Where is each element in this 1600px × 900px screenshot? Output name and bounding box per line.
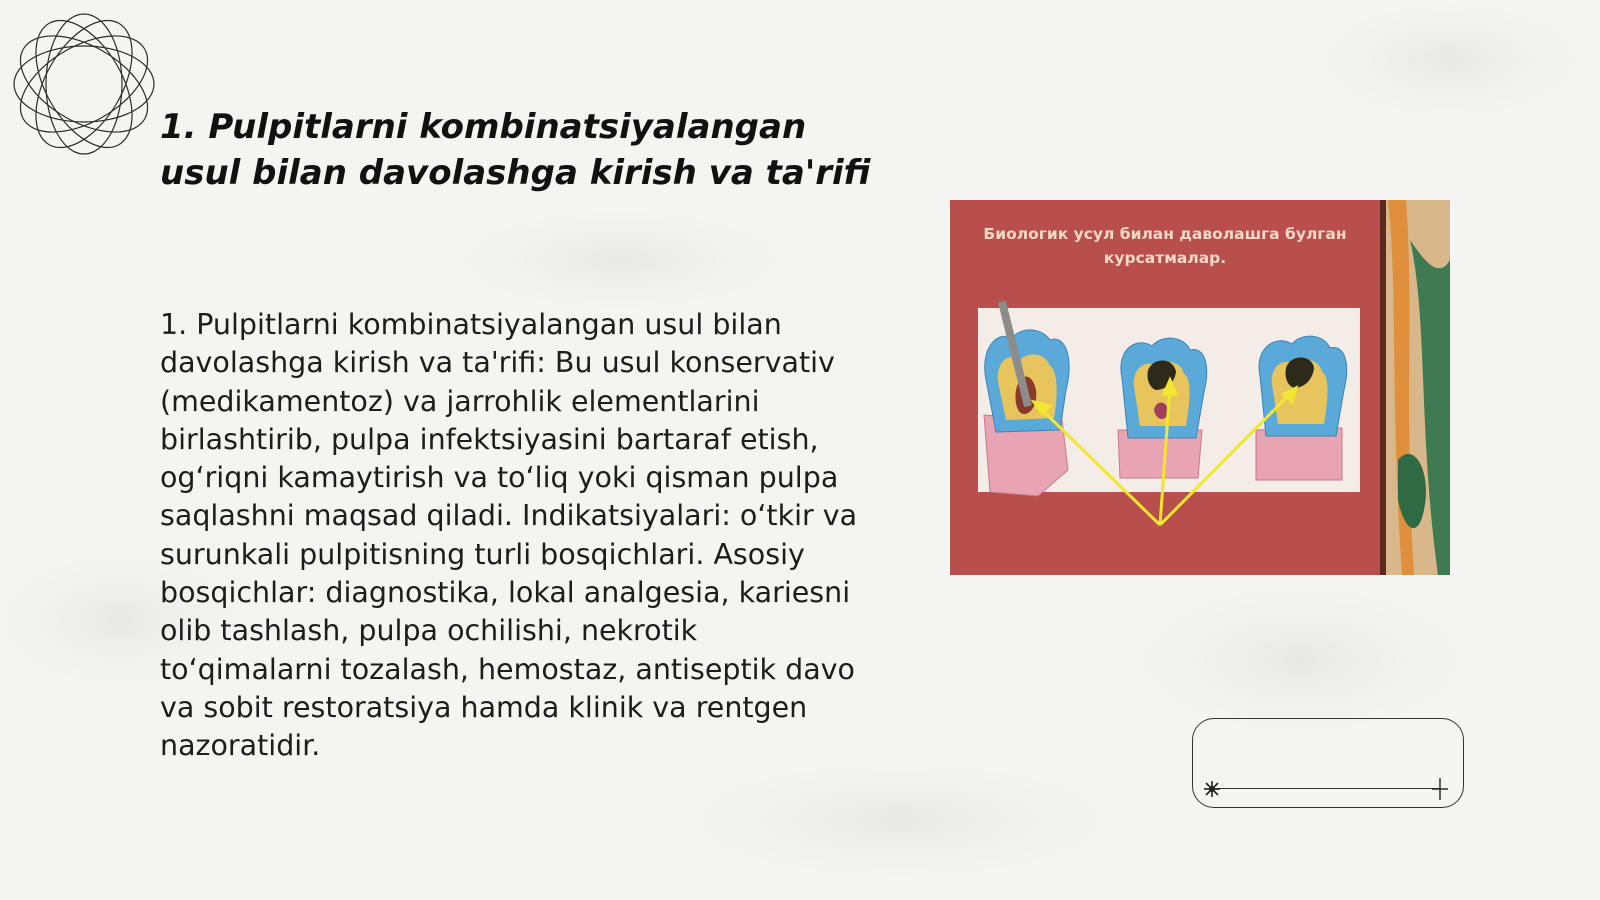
cross-marker-icon	[1430, 778, 1450, 800]
figure-side-strip	[1380, 200, 1450, 575]
figure-caption-line-1: Биологик усул билан даволашга булган	[983, 225, 1347, 243]
slide-title	[160, 104, 880, 196]
tooth-treatment-figure	[950, 200, 1450, 575]
figure-frame	[950, 200, 1380, 575]
slider-track	[1210, 788, 1440, 789]
slide-title-line-1: 1. Pulpitlarni kombinatsiyalangan	[160, 107, 807, 147]
sparkle-icon	[1203, 780, 1221, 798]
tooth-1-icon	[984, 301, 1069, 496]
slider-frame	[1192, 718, 1464, 808]
decorative-rings-icon	[10, 10, 158, 158]
tooth-2-icon	[1118, 338, 1207, 478]
figure-caption-line-2: курсатмалар.	[1103, 249, 1227, 267]
slide-body-text: 1. Pulpitlarni kombinatsiyalangan usul bilan davolashga kirish va ta'rifi: Bu usul konservativ (medikamentoz) va jarrohlik elementlarini birlashtirib, pulpa infektsiyasini bartaraf etish, og‘riqni kamaytirish va to‘liq yoki qisman pulpa saqlashni maqsad qiladi. Indikatsiyalari: o‘tkir va surunkali pulpitisning turli bosqichlari. Asosiy bosqichlar: diagnostika, lokal analgesia, kariesni olib tashlash, pulpa ochilishi, nekrotik to‘qimalarni tozalash, hemostaz, antiseptik davo va sobit restoratsiya hamda klinik va rentgen nazoratidir.	[160, 308, 858, 763]
teeth-illustration	[950, 200, 1380, 575]
tooth-3-icon	[1256, 336, 1347, 480]
slide-title-line-2: usul bilan davolashga kirish va ta'rifi	[160, 153, 871, 193]
